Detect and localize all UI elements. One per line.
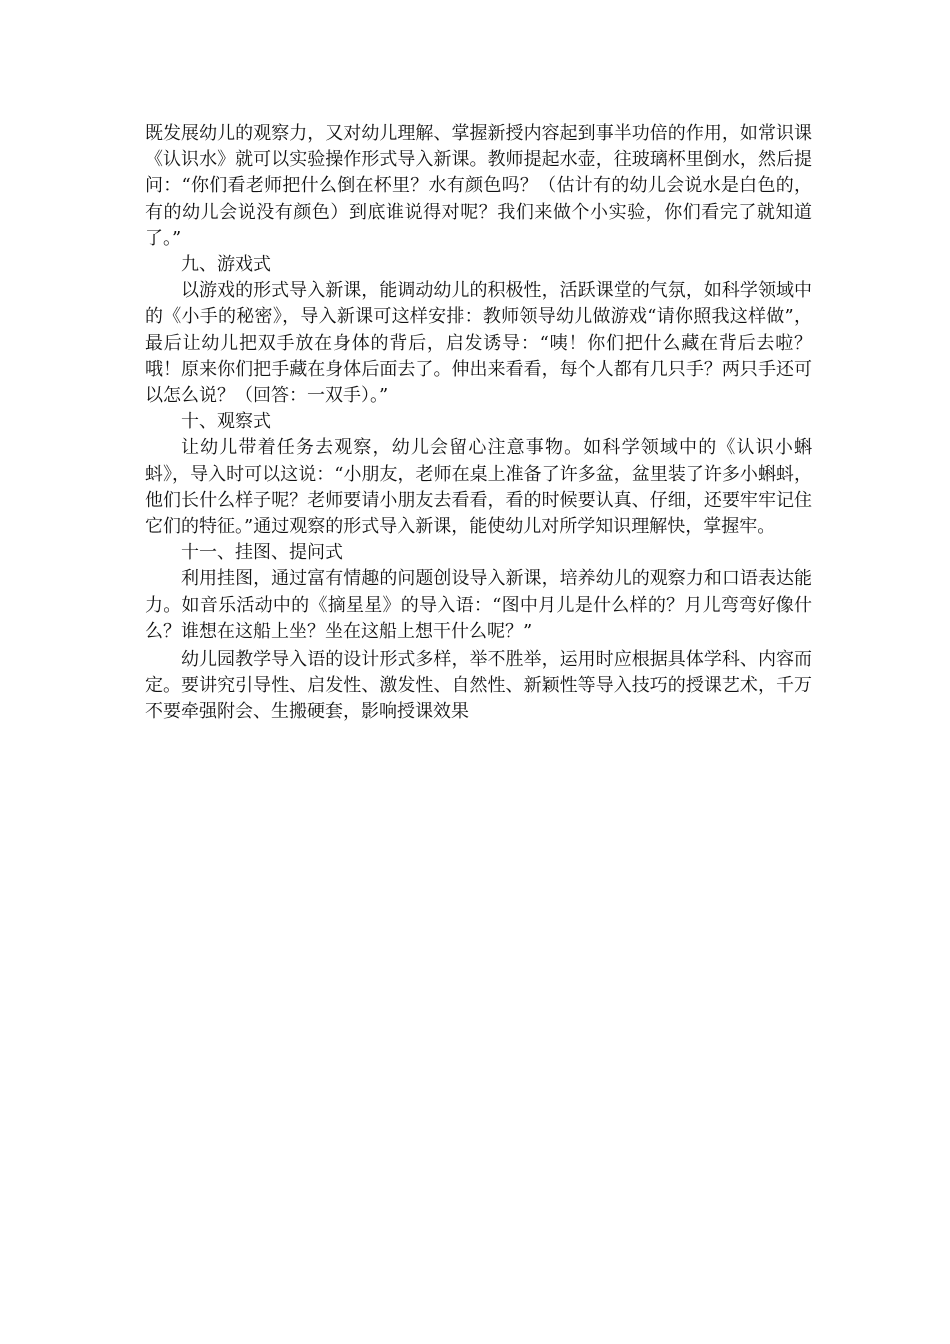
paragraph-game: 以游戏的形式导入新课，能调动幼儿的积极性，活跃课堂的气氛，如科学领域中的《小手的秘密》，导入新课可这样安排：教师领导幼儿做游戏“请你照我这样做”，最后让幼儿把双手放在身体的背后，启发诱导：“咦！你们把什么藏在背后去啦？哦！原来你们把手藏在身体后面去了。伸出来看看，每个人都有几只手？两只手还可以怎么说？（回答：一双手）。”: [145, 280, 812, 407]
paragraph-observation: 让幼儿带着任务去观察，幼儿会留心注意事物。如科学领域中的《认识小蝌蚪》，导入时可以这说：“小朋友，老师在桌上准备了许多盆，盆里装了许多小蝌蚪，他们长什么样子呢？老师要请小朋友去看看，看的时候要认真、仔细，还要牢牢记住它们的特征。”通过观察的形式导入新课，能使幼儿对所学知识理解快，掌握牢。: [145, 437, 812, 538]
paragraph-continued: 既发展幼儿的观察力，又对幼儿理解、掌握新授内容起到事半功倍的作用，如常识课《认识水》就可以实验操作形式导入新课。教师提起水壶，往玻璃杯里倒水，然后提问：“你们看老师把什么倒在杯里？水有颜色吗？（估计有的幼儿会说水是白色的，有的幼儿会说没有颜色）到底谁说得对呢？我们来做个小实验，你们看完了就知道了。”: [145, 123, 812, 249]
section-heading-wallchart-question: 十一、挂图、提问式: [181, 542, 343, 564]
paragraph-wallchart-question: 利用挂图，通过富有情趣的问题创设导入新课，培养幼儿的观察力和口语表达能力。如音乐活动中的《摘星星》的导入语：“图中月儿是什么样的？月儿弯弯好像什么？谁想在这船上坐？坐在这船上想干什么呢？”: [145, 568, 812, 642]
document-body: [145, 121, 812, 726]
paragraph-conclusion: 幼儿园教学导入语的设计形式多样，举不胜举，运用时应根据具体学科、内容而定。要讲究引导性、启发性、激发性、自然性、新颖性等导入技巧的授课艺术，千万不要牵强附会、生搬硬套，影响授课效果: [145, 649, 812, 723]
section-heading-observation: 十、观察式: [181, 411, 271, 433]
section-heading-game: 九、游戏式: [181, 254, 271, 276]
